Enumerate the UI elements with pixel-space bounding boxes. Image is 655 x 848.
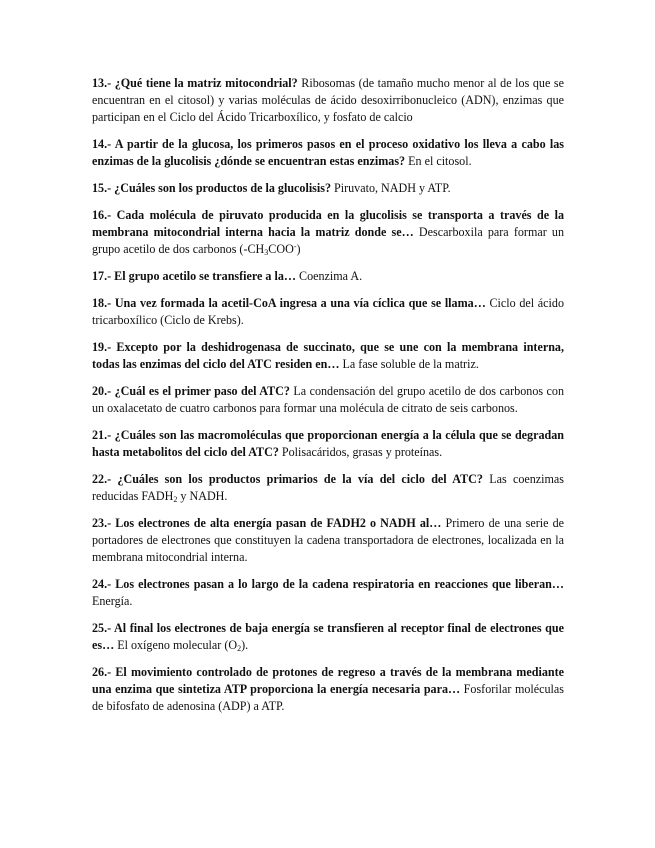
qa-item-21 [92,427,564,461]
answer-16-end: ) [296,242,301,256]
answer-25: El oxígeno molecular (O [114,638,238,652]
question-14: 14.- A partir de la glucosa, los primeros pasos en el proceso oxidativo los lleva a cabo las enzimas de la glucolisis ¿dónde se encuentran estas enzimas? [92,137,564,168]
question-13: 13.- ¿Qué tiene la matriz mitocondrial? [92,76,298,90]
qa-item-17 [92,268,564,285]
question-19: 19.- Excepto por la deshidrogenasa de succinato, que se une con la membrana interna, todas las enzimas del ciclo del ATC residen en… [92,340,564,371]
qa-item-25 [92,620,564,654]
answer-16: Descarboxila para formar un grupo acetilo de dos carbonos (-CH [92,225,565,256]
answer-15: Piruvato, NADH y ATP. [331,181,451,195]
question-23: 23.- Los electrones de alta energía pasan de FADH2 o NADH al… [92,516,442,530]
qa-item-13 [92,75,564,126]
answer-26: Fosforilar moléculas de bifosfato de adenosina (ADP) a ATP. [92,682,564,713]
document-page [92,75,564,725]
question-21: 21.- ¿Cuáles son las macromoléculas que proporcionan energía a la célula que se degradan hasta metabolitos del ciclo del ATC? [92,428,564,459]
answer-22-end: y NADH. [177,489,228,503]
answer-21: Polisacáridos, grasas y proteínas. [278,445,443,459]
qa-item-22 [92,471,564,505]
qa-item-19 [92,339,564,373]
qa-item-15 [92,180,564,197]
answer-16-subscript: 3 [264,248,269,257]
question-24: 24.- Los electrones pasan a lo largo de la cadena respiratoria en reacciones que liberan… [92,577,564,591]
qa-item-18 [92,295,564,329]
answer-18: Ciclo del ácido tricarboxílico (Ciclo de Krebs). [92,296,564,327]
answer-25-subscript: 2 [237,644,242,653]
question-17: 17.- El grupo acetilo se transfiere a la… [92,269,296,283]
qa-item-26 [92,664,564,715]
question-20: 20.- ¿Cuál es el primer paso del ATC? [92,384,290,398]
answer-22: Las coenzimas reducidas FADH [92,472,564,503]
answer-25-end: ). [241,638,249,652]
question-22: 22.- ¿Cuáles son los productos primarios de la vía del ciclo del ATC? [92,472,483,486]
answer-20: La condensación del grupo acetilo de dos carbonos con un oxalacetato de cuatro carbonos para formar una molécula de citrato de seis carbonos. [92,384,564,415]
qa-item-20 [92,383,564,417]
answer-23: Primero de una serie de portadores de electrones que constituyen la cadena transportadora de electrones, localizada en la membrana mitocondrial interna. [92,516,565,564]
answer-14: En el citosol. [405,154,472,168]
answer-16-formula: COO [268,242,294,256]
answer-13: Ribosomas (de tamaño mucho menor al de los que se encuentran en el citosol) y varias moléculas de ácido desoxirribonucleico (ADN), enzimas que participan en el Ciclo del Ácido Tricarboxílico, y fosfato de calcio [92,76,564,124]
answer-24: Energía. [92,594,133,608]
qa-item-23 [92,515,564,566]
answer-19: La fase soluble de la matriz. [339,357,479,371]
question-26: 26.- El movimiento controlado de protones de regreso a través de la membrana mediante una enzima que sintetiza ATP proporciona la energía necesaria para… [92,665,564,696]
question-25: 25.- Al final los electrones de baja energía se transfieren al receptor final de electrones que es… [92,621,564,652]
qa-item-14 [92,136,564,170]
question-15: 15.- ¿Cuáles son los productos de la glucolisis? [92,181,331,195]
question-18: 18.- Una vez formada la acetil-CoA ingresa a una vía cíclica que se llama… [92,296,486,310]
answer-22-subscript: 2 [173,495,178,504]
qa-item-16 [92,207,564,258]
question-16: 16.- Cada molécula de piruvato producida en la glucolisis se transporta a través de la membrana mitocondrial interna hacia la matriz donde se… [92,208,564,239]
answer-16-superscript: - [293,242,297,251]
answer-17: Coenzima A. [296,269,363,283]
qa-item-24 [92,576,564,610]
